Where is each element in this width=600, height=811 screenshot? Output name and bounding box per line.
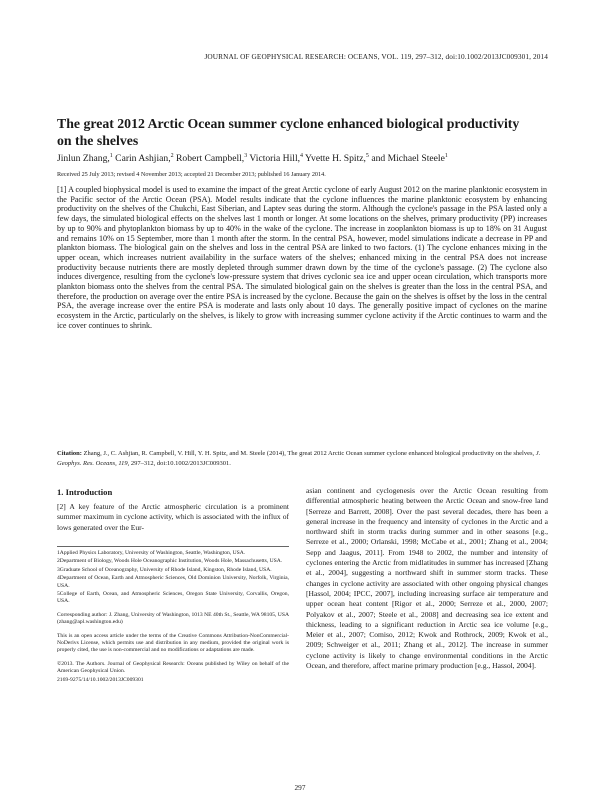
footnote-affiliation: 2Department of Biology, Woods Hole Oceanographic Institution, Woods Hole, Massachusetts, USA. [57,558,283,565]
author-affiliation: 2 [170,153,174,159]
left-column [57,487,289,533]
author-name: Carin Ashjian, [112,153,171,165]
author-affiliation: 5 [365,153,369,159]
author-name: Victoria Hill, [247,153,301,165]
citation-doi: 297–312, doi:10.1002/2013JC009301. [129,459,231,467]
citation-label: Citation: [57,450,82,457]
author-name: Robert Campbell, [173,153,245,165]
citation-journal: J. Geophys. Res. Oceans, 119, [57,450,541,467]
journal-header: JOURNAL OF GEOPHYSICAL RESEARCH: OCEANS, VOL. 119, 297–312, doi:10.1002/2013JC009301, 2014 [204,52,548,61]
page-number: 297 [294,783,306,792]
citation-text: Zhang, J., C. Ashjian, R. Campbell, V. Hill, Y. H. Spitz, and M. Steele (2014), The great 2012 Arctic Ocean summer cyclone enhanced biological productivity on the shelves, [81,450,536,457]
footnote-affiliation: 4Department of Ocean, Earth and Atmospheric Sciences, Old Dominion University, Norfolk, Virginia, USA. [57,575,289,589]
author-affiliation: 1 [444,153,448,159]
footnote-affiliation: 3Graduate School of Oceanography, University of Rhode Island, Kingston, Rhode Island, USA. [57,566,272,573]
author-list [57,153,547,164]
author-name: and Michael Steele [368,153,445,165]
issn-line: 2169-9275/14/10.1002/2013JC009301 [57,676,144,683]
footnote-affiliation: 1Applied Physics Laboratory, University of Washington, Seattle, Washington, USA. [57,550,246,556]
publication-dates: Received 25 July 2013; revised 4 November 2013; accepted 21 December 2013; published 16 January 2014. [57,171,326,178]
copyright-note: ©2013. The Authors. Journal of Geophysical Research: Oceans published by Wiley on behalf of the American Geophysical Union. [57,660,289,675]
intro-paragraph-continued: asian continent and cyclogenesis over the Arctic Ocean resulting from differential atmospheric heating between the Arctic Ocean and snow-free land [Serreze and Barrett, 2008]. Over the past several decades, there has been a general increase in the frequency and intensity of cyclones in the Arctic and a northward shift in storm tracks during summer and in other seasons [e.g., Serreze et al., 2000; Orlanski, 1998; McCabe et al., 2001; Zhang et al., 2004; Sepp and Jaagus, 2011]. From 1948 to 2002, the number and intensity of cyclones entering the Arctic from midlatitudes in summer has increased [Zhang et al., 2004], suggesting a northward shift in summer storm tracks. These changes in cyclone activity are associated with other ongoing physical changes [Hassol, 2004; IPCC, 2007], including increasing surface air temperature and upper ocean heat content [Rigor et al., 2000; Serreze et al., 2000, 2007; Polyakov et al., 2007; Steele et al., 2008] and decreasing sea ice extent and thickness, leading to a significant reduction in Arctic sea ice volume [e.g., Meier et al., 2007; Comiso, 2012; Kwok and Rothrock, 2009; Kwok et al., 2009; Schweiger et al., 2011; Zhang et al., 2012]. The increase in summer cyclone activity is likely to change environmental conditions in the Arctic Ocean, and therefore, affect marine primary production [e.g., Hassol, 2004]. [306,486,548,671]
footnote-affiliation: 5College of Earth, Ocean, and Atmospheric Sciences, Oregon State University, Corvallis, Oregon, USA. [57,591,289,605]
corresponding-author: Corresponding author: J. Zhang, University of Washington, 1013 NE 40th St., Seattle, WA 98105, USA (zhang@apl.washington.edu) [57,611,289,626]
author-name: Jinlun Zhang, [57,153,110,165]
citation [57,449,547,468]
abstract: [1] A coupled biophysical model is used to examine the impact of the great Arctic cyclone of early August 2012 on the marine planktonic ecosystem in the Pacific sector of the Arctic Ocean (PSA). Model results indicate that the cyclone influences the marine planktonic ecosystem by enhancing productivity on the shelves of the Chukchi, East Siberian, and Laptev seas during the storm. Although the cyclone's passage in the PSA lasted only a few days, the simulated biological effects on the shelves last 1 month or longer. At some locations on the shelves, primary productivity (PP) increases by up to 90% and phytoplankton biomass by up to 40% in the wake of the cyclone. The increase in zooplankton biomass is up to 18% on 31 August and remains 10% on 15 September, more than 1 month after the storm. In the central PSA, however, model simulations indicate a decrease in PP and plankton biomass. The biological gain on the shelves and loss in the central PSA are linked to two factors. (1) The cyclone enhances mixing in the upper ocean, which increases nutrient availability in the surface waters of the shelves; enhanced mixing in the central PSA does not increase productivity because nutrients there are mostly depleted through summer drawn down by the time of the cyclone's passage. (2) The cyclone also induces divergence, resulting from the cyclone's low-pressure system that drives cyclonic sea ice and upper ocean circulation, which transports more plankton biomass onto the shelves from the central PSA. The simulated biological gain on the shelves is greater than the loss in the central PSA, and therefore, the production on average over the entire PSA is increased by the cyclone. Because the gain on the shelves is offset by the loss in the central PSA, the average increase over the entire PSA is moderate and lasts only about 10 days. The generally positive impact of cyclones on the marine ecosystem in the Arctic, particularly on the shelves, is likely to grow with increasing summer cyclone activity if the Arctic continues to warm and the ice cover continues to shrink. [57,185,547,330]
right-column [306,486,548,671]
intro-paragraph: [2] A key feature of the Arctic atmospheric circulation is a prominent summer maximum in cyclone activity, which is associated with the influx of lows generated over the Eur- [57,502,289,532]
footnotes [57,546,289,685]
author-affiliation: 3 [244,153,248,159]
license-note: This is an open access article under the terms of the Creative Commons Attribution-NonCommercial-NoDerivs License, which permits use and distribution in any medium, provided the original work is properly cited, the use is non-commercial and no modifications or adaptations are made. [57,632,289,654]
author-affiliation: 1 [109,153,113,159]
section-heading: 1. Introduction [57,487,113,497]
paper-title: The great 2012 Arctic Ocean summer cyclone enhanced biological productivity on the shelves [57,116,520,148]
author-name: Yvette H. Spitz, [303,153,366,165]
author-affiliation: 4 [300,153,304,159]
